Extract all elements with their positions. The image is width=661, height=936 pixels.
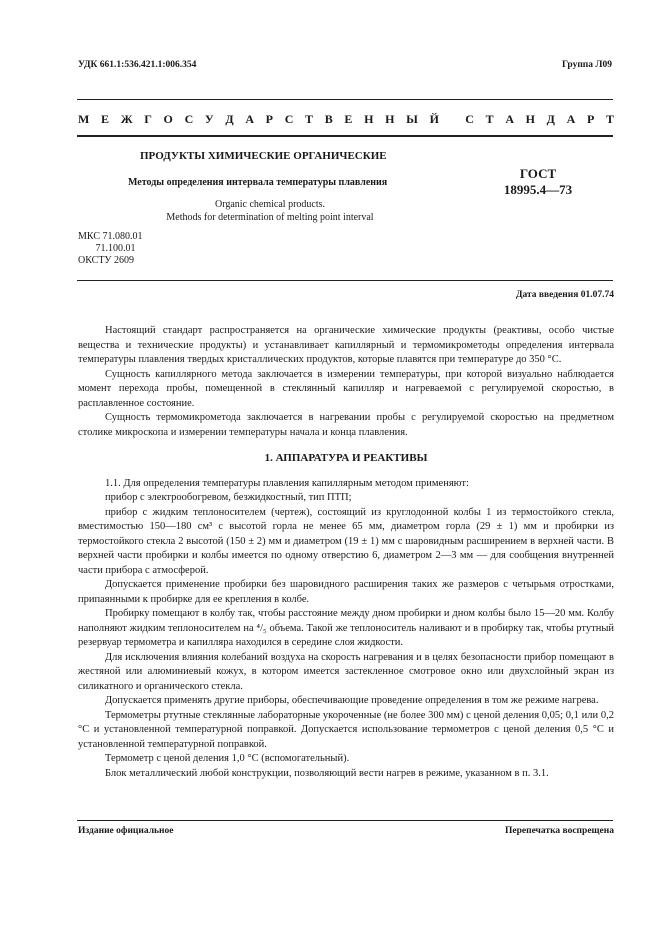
- paragraph-thermomicro-method: Сущность термомикрометода заключается в нагревании пробы с регулируемой скоростью на предметном столике микроскопа и измерении температуры начала и конца плавления.: [78, 412, 614, 438]
- reprint-prohibited-note: Перепечатка воспрещена: [504, 826, 614, 836]
- official-edition-note: Издание официальное: [78, 826, 174, 836]
- heading-letter: С: [284, 112, 294, 126]
- heading-letter: Т: [605, 112, 614, 126]
- document-subtitle: Методы определения интервала температуры плавления: [128, 177, 388, 188]
- clause-aux-thermometer: Термометр с ценой деления 1,0 °С (вспомогательный).: [105, 753, 350, 764]
- introduction-date: Дата введения 01.07.74: [515, 290, 614, 300]
- gost-designation: [498, 166, 578, 198]
- heading-letter: С: [465, 112, 474, 126]
- heading-letter: Й: [429, 112, 439, 126]
- heading-rule: [77, 135, 613, 137]
- heading-letter: М: [78, 112, 90, 126]
- heading-letter: Т: [485, 112, 494, 126]
- document-title: ПРОДУКТЫ ХИМИЧЕСКИЕ ОРГАНИЧЕСКИЕ: [140, 150, 387, 162]
- heading-letter: А: [245, 112, 254, 126]
- heading-letter: Ы: [406, 112, 418, 126]
- okstu-code: ОКСТУ 2609: [78, 255, 135, 266]
- clause-thermometers: Термометры ртутные стеклянные лабораторные укороченные (не более 300 мм) с ценой деления 0,05; 0,1 или 0,2 °С и установленной температурной поправкой. Допускается использование термометров с ценой деления 0,5 °С и установленной температурной поправкой.: [78, 709, 614, 750]
- heading-letter: О: [163, 112, 173, 126]
- gost-number: 18995.4—73: [503, 182, 573, 197]
- section-heading: 1. АППАРАТУРА И РЕАКТИВЫ: [264, 452, 428, 464]
- clause-device-ptp: прибор с электрообогревом, безжидкостный, тип ПТП;: [105, 492, 352, 503]
- heading-letter: У: [204, 112, 214, 126]
- footer-rule: [77, 820, 613, 821]
- heading-letter: А: [566, 112, 576, 126]
- heading-letter: Е: [101, 112, 110, 126]
- document-body: [78, 324, 614, 781]
- english-title-line2: Methods for determination of melting point interval: [166, 212, 374, 223]
- heading-letter: С: [184, 112, 194, 126]
- heading-letter: Ж: [120, 112, 133, 126]
- heading-letter: Г: [144, 112, 152, 126]
- clause-metal-block: Блок металлический любой конструкции, позволяющий вести нагрев в режиме, указанном в п. 3.1.: [105, 767, 549, 779]
- heading-letter: [451, 112, 454, 127]
- mks-code-1: МКС 71.080.01: [78, 231, 143, 242]
- paragraph-capillary-method: Сущность капиллярного метода заключается в измерении температуры, при которой визуально наблюдается момент перехода пробы, помещенной в стеклянный капилляр и нагреваемой с регулируемой скоростью, в расплавленное состояние.: [78, 368, 614, 409]
- heading-letter: А: [505, 112, 514, 126]
- paragraph-scope: Настоящий стандарт распространяется на органические химические продукты (реактивы, особо чистые вещества и технические продукты) и устанавливает капиллярный и термомикрометоды определения интервала температуры плавления твердых кристаллических продуктов, которые плавятся при температуре до 350 °С.: [78, 325, 614, 365]
- top-rule: [77, 99, 613, 100]
- clause-tube-alternative: Допускается применение пробирки без шаровидного расширения таких же размеров с четырьмя отростками, припаянными к пробирке для ее крепления в колбе.: [78, 579, 614, 605]
- clause-casing: Для исключения влияния колебаний воздуха на скорость нагревания и в целях безопасности прибор помещают в жестяной или алюминиевый кожух, в котором имеется застекленное смотровое окно или двухслойный экран из силикатного и органического стекла.: [78, 651, 614, 692]
- heading-letter: В: [324, 112, 333, 126]
- heading-letter: Д: [546, 112, 555, 126]
- heading-letter: Н: [525, 112, 535, 126]
- group-code: Группа Л09: [561, 60, 612, 70]
- heading-letter: Е: [344, 112, 353, 126]
- heading-letter: Н: [364, 112, 374, 126]
- clause-other-devices: Допускается применять другие приборы, обеспечивающие проведение определения в том же режиме нагрева.: [105, 695, 599, 706]
- classification-codes: [78, 231, 142, 267]
- mks-code-2: 71.100.01: [78, 243, 136, 254]
- interstate-standard-heading: [78, 112, 614, 127]
- english-title-line1: Organic chemical products.: [214, 199, 326, 210]
- heading-letter: Д: [225, 112, 234, 126]
- heading-letter: Р: [265, 112, 274, 126]
- clause-1-1: 1.1. Для определения температуры плавления капиллярным методом применяют:: [105, 477, 469, 489]
- clause-liquid-device: прибор с жидким теплоносителем (чертеж), состоящий из круглодонной колбы 1 из термостойкого стекла, вместимостью 150—180 см³ с высотой горла не менее 65 мм, диаметром горла (29 ± 1) мм и пробирки из термостойкого стекла 2 высотой (150 ± 2) мм и диаметром (19 ± 1) мм с шаровидным расширением в верхней части. В верхней части пробирки и колбы имеется по одному отверстию 6, диаметром 2—3 мм — для сообщения внутренней части прибора с атмосферой.: [78, 506, 614, 576]
- heading-letter: Т: [305, 112, 314, 126]
- heading-letter: Р: [586, 112, 595, 126]
- codes-rule: [77, 280, 613, 281]
- english-title: [140, 198, 400, 224]
- heading-letter: Н: [385, 112, 395, 126]
- clause-tube-placement: Пробирку помещают в колбу так, чтобы расстояние между дном пробирки и дном колбы было 15—20 мм. Колбу наполняют жидким теплоносителем на ⁴/₅ объема. Такой же теплоноситель наливают и в пробирку так, чтобы ртутный резервуар термометра и капилляра находился в середине слоя жидкости.: [78, 608, 614, 648]
- gost-label: ГОСТ: [519, 166, 557, 181]
- udk-code: УДК 661.1:536.421.1:006.354: [78, 60, 197, 70]
